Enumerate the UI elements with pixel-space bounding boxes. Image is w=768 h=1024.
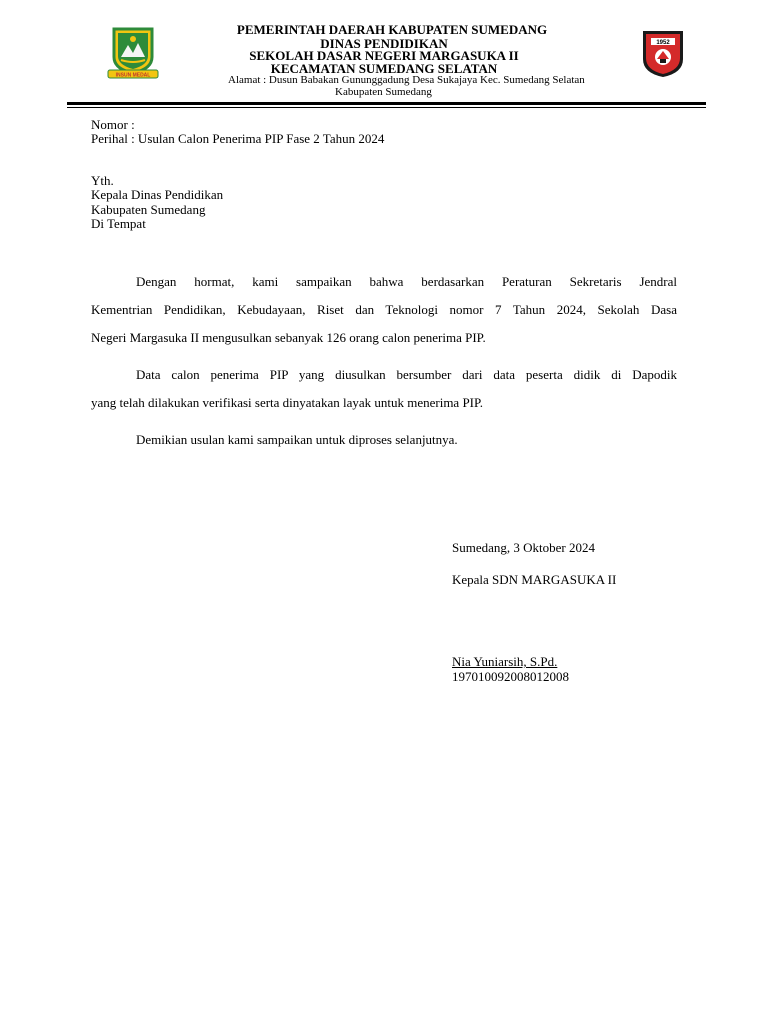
body-paragraph-2-line-1: Data calon penerima PIP yang diusulkan bersumber dari data peserta didik di Dapodik	[136, 367, 677, 382]
signature-title: Kepala SDN MARGASUKA II	[452, 572, 617, 587]
signature-place-date: Sumedang, 3 Oktober 2024	[452, 540, 595, 555]
header-school-name: SEKOLAH DASAR NEGERI MARGASUKA II	[249, 48, 519, 63]
header-address-regency: Kabupaten Sumedang	[335, 86, 432, 98]
body-paragraph-1-line-2: Kementrian Pendidikan, Kebudayaan, Riset dan Teknologi nomor 7 Tahun 2024, Sekolah Dasa	[91, 302, 677, 317]
header-department-line: DINAS PENDIDIKAN	[320, 36, 448, 51]
body-paragraph-2	[91, 361, 677, 417]
letterhead-divider-thick	[67, 102, 706, 105]
body-paragraph-1-line-3: Negeri Margasuka II mengusulkan sebanyak 126 orang calon penerima PIP.	[91, 330, 486, 345]
letterhead-divider-thin	[67, 107, 706, 108]
right-logo-text: 1952	[656, 40, 670, 46]
recipient-title: Kepala Dinas Pendidikan	[91, 187, 224, 202]
body-closing: Demikian usulan kami sampaikan untuk diproses selanjutnya.	[136, 432, 458, 447]
regency-emblem-logo	[104, 27, 162, 79]
letter-number: Nomor :	[91, 117, 135, 132]
recipient-place: Di Tempat	[91, 216, 146, 231]
recipient-salutation: Yth.	[91, 173, 114, 188]
header-district-line: KECAMATAN SUMEDANG SELATAN	[270, 61, 498, 76]
header-address: Alamat : Dusun Babakan Gununggadung Desa Sukajaya Kec. Sumedang Selatan	[228, 74, 585, 86]
body-paragraph-2-line-2: yang telah dilakukan verifikasi serta dinyatakan layak untuk menerima PIP.	[91, 395, 484, 410]
signature-name: Nia Yuniarsih, S.Pd.	[452, 654, 558, 669]
left-logo-text: INSUN MEDAL	[115, 72, 151, 79]
signature-nip: 197010092008012008	[452, 669, 569, 684]
body-paragraph-1-line-1: Dengan hormat, kami sampaikan bahwa berdasarkan Peraturan Sekretaris Jendral	[136, 274, 677, 289]
recipient-regency: Kabupaten Sumedang	[91, 202, 206, 217]
header-government-line: PEMERINTAH DAERAH KABUPATEN SUMEDANG	[236, 22, 548, 37]
school-emblem-logo	[639, 27, 687, 79]
letter-subject: Perihal : Usulan Calon Penerima PIP Fase 2 Tahun 2024	[91, 131, 385, 146]
body-paragraph-1	[91, 268, 677, 352]
